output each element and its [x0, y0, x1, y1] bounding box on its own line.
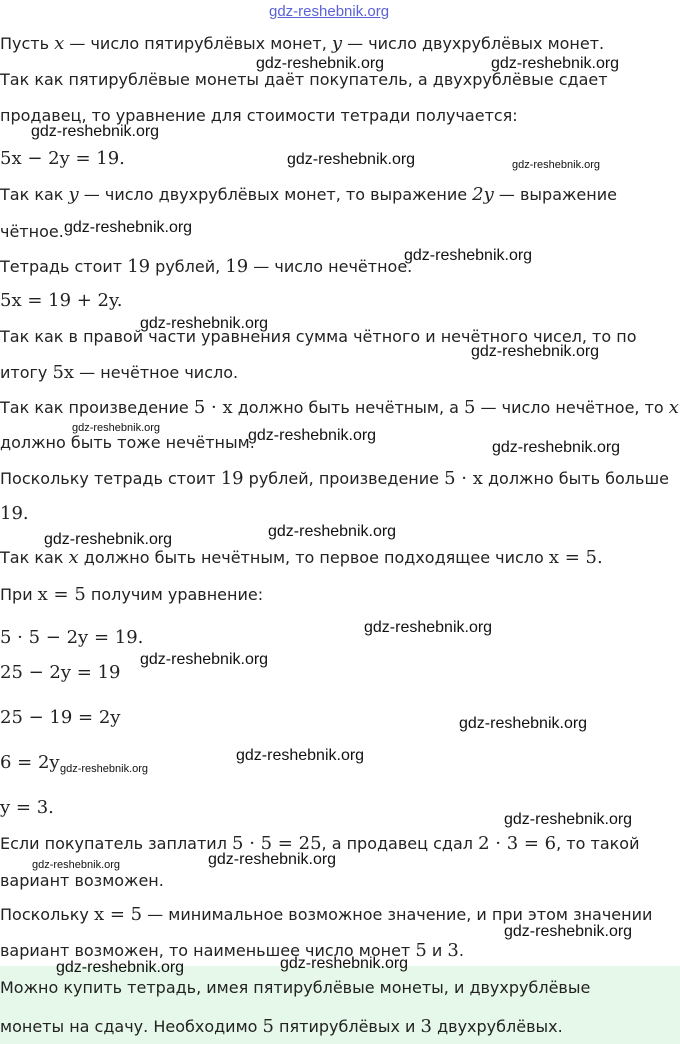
site-header-link[interactable]: gdz-reshebnik.org — [269, 3, 390, 20]
solution-line-16: вариант возможен. — [0, 871, 164, 890]
solution-line-15: Если покупатель заплатил 5 · 5 = 25, а продавец сдал 2 · 3 = 6, то такой — [0, 833, 640, 854]
watermark: gdz-reshebnik.org — [492, 439, 621, 456]
solution-line-9: Так как произведение 5 · x должно быть нечётным, а 5 — число нечётное, то x — [0, 397, 679, 418]
watermark: gdz-reshebnik.org — [256, 55, 385, 72]
solution-line-1: Пусть x — число пятирублёвых монет, y — число двухрублёвых монет. — [0, 33, 605, 54]
equation-1: 5x − 2y = 19. — [0, 148, 125, 169]
watermark: gdz-reshebnik.org — [512, 159, 601, 171]
solution-line-6: Тетрадь стоит 19 рублей, 19 — число нечётное. — [0, 256, 413, 277]
answer-line-1: Можно купить тетрадь, имея пятирублёвые монеты, и двухрублёвые — [0, 978, 591, 997]
solution-line-10: должно быть тоже нечётным. — [0, 433, 255, 452]
equation-2: 5x = 19 + 2y. — [0, 290, 123, 311]
watermark: gdz-reshebnik.org — [32, 859, 121, 871]
equation-5: 25 − 19 = 2y — [0, 707, 121, 728]
watermark: gdz-reshebnik.org — [471, 343, 600, 360]
watermark: gdz-reshebnik.org — [504, 811, 633, 828]
solution-line-4: Так как y — число двухрублёвых монет, то выражение 2y — выражение — [0, 184, 617, 205]
solution-line-3: продавец, то уравнение для стоимости тетради получается: — [0, 106, 518, 125]
watermark: gdz-reshebnik.org — [280, 955, 409, 972]
watermark: gdz-reshebnik.org — [72, 422, 161, 434]
solution-line-8: итогу 5x — нечётное число. — [0, 362, 239, 383]
solution-line-13: Так как x должно быть нечётным, то первое подходящее число x = 5. — [0, 547, 603, 568]
watermark: gdz-reshebnik.org — [31, 123, 160, 140]
watermark: gdz-reshebnik.org — [208, 851, 337, 868]
solution-line-5: чётное. — [0, 222, 64, 241]
equation-3: 5 · 5 − 2y = 19. — [0, 627, 144, 648]
answer-block — [0, 966, 680, 1044]
watermark: gdz-reshebnik.org — [236, 747, 365, 764]
watermark: gdz-reshebnik.org — [268, 523, 397, 540]
watermark: gdz-reshebnik.org — [60, 763, 149, 775]
watermark: gdz-reshebnik.org — [459, 715, 588, 732]
solution-line-2: Так как пятирублёвые монеты даёт покупатель, а двухрублёвые сдает — [0, 70, 608, 89]
equation-7: y = 3. — [0, 797, 54, 818]
watermark: gdz-reshebnik.org — [491, 55, 620, 72]
solution-line-14: При x = 5 получим уравнение: — [0, 584, 264, 605]
solution-line-11: Поскольку тетрадь стоит 19 рублей, произведение 5 · x должно быть больше — [0, 468, 669, 489]
watermark: gdz-reshebnik.org — [287, 151, 416, 168]
watermark: gdz-reshebnik.org — [140, 315, 269, 332]
watermark: gdz-reshebnik.org — [504, 923, 633, 940]
watermark: gdz-reshebnik.org — [140, 651, 269, 668]
equation-4: 25 − 2y = 19 — [0, 662, 121, 683]
solution-line-17: Поскольку x = 5 — минимальное возможное значение, и при этом значении — [0, 904, 653, 925]
watermark: gdz-reshebnik.org — [56, 959, 185, 976]
solution-line-12: 19. — [0, 503, 29, 524]
watermark: gdz-reshebnik.org — [404, 247, 533, 264]
answer-line-2: монеты на сдачу. Необходимо 5 пятирублёвых и 3 двухрублёвых. — [0, 1016, 563, 1037]
watermark: gdz-reshebnik.org — [248, 427, 377, 444]
watermark: gdz-reshebnik.org — [44, 531, 173, 548]
solution-line-7: Так как в правой части уравнения сумма чётного и нечётного чисел, то по — [0, 327, 637, 346]
equation-6: 6 = 2y — [0, 752, 60, 773]
watermark: gdz-reshebnik.org — [364, 619, 493, 636]
watermark: gdz-reshebnik.org — [64, 219, 193, 236]
solution-line-18: вариант возможен, то наименьшее число монет 5 и 3. — [0, 940, 464, 961]
